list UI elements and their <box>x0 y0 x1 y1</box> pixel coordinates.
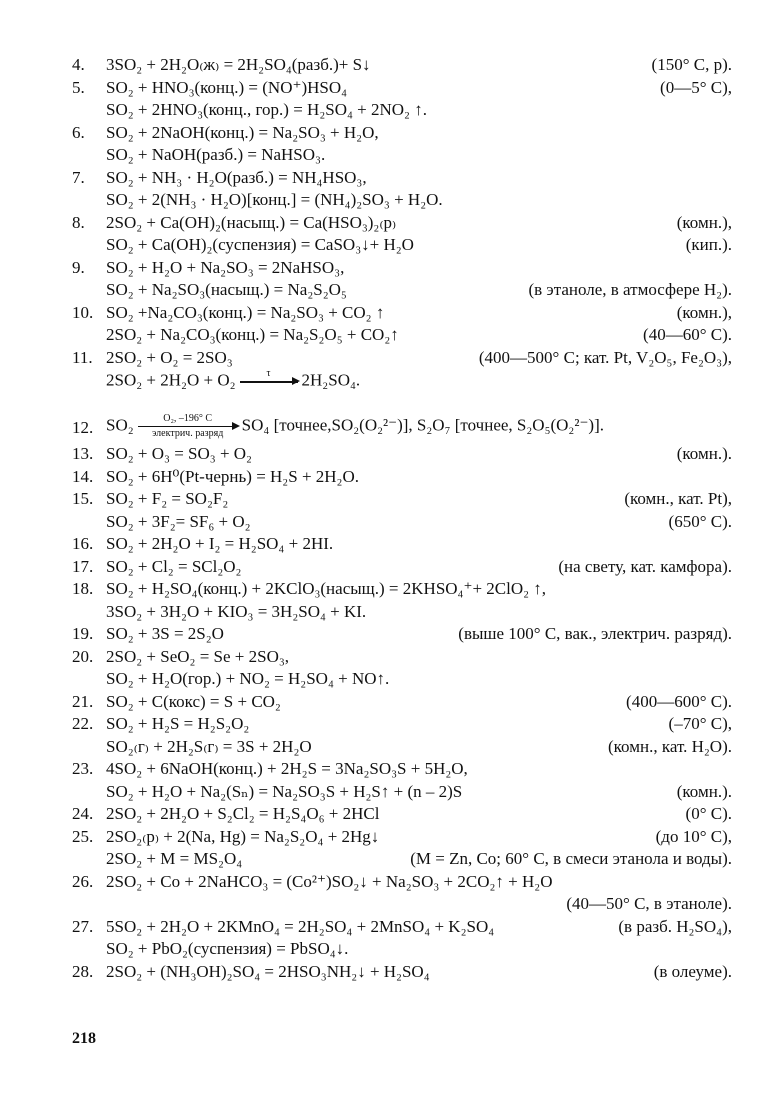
equation: 2SO₂ + SeO₂ = Se + 2SO₃, <box>106 646 290 666</box>
reaction-entry <box>72 443 732 466</box>
reaction-entry <box>72 212 732 257</box>
equation: 2SO₂ + 2H₂O + S₂Cl₂ = H₂S₄O₆ + 2HCl <box>106 804 380 823</box>
equation-line <box>72 189 732 212</box>
equation-line <box>72 466 732 489</box>
equation: 4SO₂ + 6NaOH(конц.) + 2H₂S = 3Na₂SO₃S + 5H₂O, <box>106 759 468 778</box>
reaction-conditions: (40—60° C). <box>643 325 732 344</box>
reaction-conditions: (до 10° C), <box>655 826 732 846</box>
reaction-conditions: (в этаноле, в атмосфере H₂). <box>528 280 732 299</box>
equation-line <box>72 871 732 894</box>
reaction-conditions: (комн.). <box>676 444 732 463</box>
equation-line <box>72 578 732 601</box>
reaction-conditions: (комн.). <box>676 781 732 801</box>
equation: 3SO₂ + 3H₂O + KIO₃ = 3H₂SO₄ + KI. <box>106 601 367 621</box>
equation-line <box>72 99 732 122</box>
arrow-condition-bottom: электрич. разряд <box>152 428 224 439</box>
entry-number: 22. <box>72 714 94 733</box>
arrow-spacer <box>267 385 270 395</box>
equation: SO₂ + 2H₂O + I₂ = H₂SO₄ + 2HI. <box>106 534 334 553</box>
equation: 2SO₂ + Na₂CO₃(конц.) = Na₂S₂O₅ + CO₂↑ <box>106 325 399 344</box>
entry-number: 13. <box>72 444 94 463</box>
reaction-entry <box>72 691 732 714</box>
entry-number: 27. <box>72 916 94 936</box>
reaction-entry <box>72 488 732 533</box>
equation-left: SO₂ <box>106 415 134 435</box>
equation: SO₂ + H₂O + Na₂(Sₙ) = Na₂SO₃S + H₂S↑ + (n – 2)S <box>106 781 463 801</box>
equation <box>106 414 732 440</box>
equation: 2SO₂ + (NH₃OH)₂SO₄ = 2HSO₃NH₂↓ + H₂SO₄ <box>106 961 430 981</box>
equation-right: SO₄ [точнее,SO₂(O₂²⁻)], S₂O₇ [точнее, S₂O₅(O₂²⁻)]. <box>241 415 605 435</box>
reaction-entry <box>72 826 732 871</box>
equation-line <box>72 646 732 669</box>
reaction-entry <box>72 347 732 404</box>
equation: SO₂ + C(кокс) = S + CO₂ <box>106 691 281 711</box>
equation-line <box>72 144 732 167</box>
equation-line <box>72 443 732 466</box>
equation-line <box>72 758 732 781</box>
equation: SO₂ + 2NaOH(конц.) = Na₂SO₃ + H₂O, <box>106 122 379 142</box>
equation: SO₂ + 3S = 2S₂O <box>106 624 224 643</box>
entry-number: 11. <box>72 347 93 367</box>
reaction-entry <box>72 758 732 803</box>
reaction-entry <box>72 466 732 489</box>
equation-line <box>72 488 732 511</box>
equation-line <box>72 803 732 826</box>
equation: SO₂ + H₂O(гор.) + NO₂ = H₂SO₄ + NO↑. <box>106 669 390 688</box>
equation-line <box>72 916 732 939</box>
reaction-entry <box>72 578 732 623</box>
equation: SO₂ + Cl₂ = SCl₂O₂ <box>106 556 242 576</box>
equation: 2SO₂ + Ca(OH)₂(насыщ.) = Ca(HSO₃)₂₍р₎ <box>106 212 397 232</box>
equation-line <box>72 234 732 257</box>
equation-line <box>72 848 732 871</box>
reaction-conditions: (комн., кат. H₂O). <box>608 736 732 756</box>
reaction-entry <box>72 623 732 646</box>
reaction-conditions: (в олеуме). <box>653 961 732 981</box>
entry-number: 23. <box>72 759 94 778</box>
equation-line <box>72 403 732 443</box>
equation-line <box>72 893 732 916</box>
arrow-condition-top: τ <box>266 369 271 379</box>
equation-line <box>72 324 732 347</box>
reaction-entry <box>72 257 732 302</box>
reaction-entry <box>72 167 732 212</box>
equation: 2SO₂ + O₂ = 2SO₃ <box>106 347 233 367</box>
equation: 2SO₂ + Co + 2NaHCO₃ = (Co²⁺)SO₂↓ + Na₂SO₃ + 2CO₂↑ + H₂O <box>106 871 553 891</box>
entry-number: 17. <box>72 556 94 576</box>
equation: 5SO₂ + 2H₂O + 2KMnO₄ = 2H₂SO₄ + 2MnSO₄ + K₂SO₄ <box>106 916 495 936</box>
equation: SO₂ + PbO₂(суспензия) = PbSO₄↓. <box>106 939 349 958</box>
reaction-conditions: (–70° C), <box>668 714 732 733</box>
entry-number: 6. <box>72 122 85 142</box>
entry-number: 28. <box>72 961 94 981</box>
equation-line <box>72 961 732 984</box>
reaction-conditions: (400—600° C). <box>626 691 732 711</box>
equation: SO₂ + 2(NH₃ · H₂O)[конц.] = (NH₄)₂SO₃ + H₂O. <box>106 190 443 209</box>
equation-line <box>72 781 732 804</box>
equation: SO₂ + F₂ = SO₂F₂ <box>106 489 229 508</box>
reaction-conditions: (на свету, кат. камфора). <box>558 556 732 576</box>
equation-line <box>72 623 732 646</box>
equation: SO₂ + 3F₂= SF₆ + O₂ <box>106 511 251 531</box>
reaction-entry <box>72 803 732 826</box>
reaction-entry <box>72 556 732 579</box>
entry-number: 18. <box>72 579 94 598</box>
equation: SO₂ + NH₃ · H₂O(разб.) = NH₄HSO₃, <box>106 167 367 187</box>
reaction-entry <box>72 713 732 758</box>
entry-number: 4. <box>72 55 85 74</box>
equation-line <box>72 212 732 235</box>
entry-number: 12. <box>72 417 94 437</box>
equation-line <box>72 713 732 736</box>
reaction-entry <box>72 646 732 691</box>
reaction-conditions: (40—50° C, в этаноле). <box>566 894 732 913</box>
reaction-entry <box>72 54 732 77</box>
equation-line <box>72 533 732 556</box>
entry-number: 14. <box>72 466 94 486</box>
equation <box>106 369 732 395</box>
equation: SO₂ + 6H⁰(Pt-чернь) = H₂S + 2H₂O. <box>106 466 360 486</box>
equation-line <box>72 556 732 579</box>
equation: SO₂ + HNO₃(конц.) = (NO⁺)HSO₄ <box>106 77 348 97</box>
reactions-list <box>72 54 732 983</box>
reaction-entry <box>72 403 732 443</box>
reaction-conditions: (0—5° C), <box>660 77 732 97</box>
equation-line <box>72 347 732 370</box>
entry-number: 26. <box>72 871 94 891</box>
equation-line <box>72 302 732 325</box>
equation-line <box>72 691 732 714</box>
entry-number: 24. <box>72 804 94 823</box>
equation-line <box>72 938 732 961</box>
reaction-conditions: (400—500° C; кат. Pt, V₂O₅, Fe₂O₃), <box>478 347 732 367</box>
reaction-entry <box>72 871 732 916</box>
reaction-conditions: (0° C). <box>685 804 732 823</box>
equation-line <box>72 122 732 145</box>
equation: SO₂ +Na₂CO₃(конц.) = Na₂SO₃ + CO₂ ↑ <box>106 302 385 322</box>
equation-line <box>72 601 732 624</box>
reaction-conditions: (комн.), <box>676 212 732 232</box>
arrow-line <box>240 381 298 383</box>
entry-number: 10. <box>72 302 94 322</box>
entry-number: 21. <box>72 691 94 711</box>
reaction-entry <box>72 533 732 556</box>
reaction-entry <box>72 122 732 167</box>
equation-right: 2H₂SO₄. <box>301 370 361 390</box>
equation-line <box>72 736 732 759</box>
equation: SO₂ + Ca(OH)₂(суспензия) = CaSO₃↓+ H₂O <box>106 235 414 254</box>
equation: SO₂ + H₂S = H₂S₂O₂ <box>106 714 250 733</box>
reaction-arrow <box>138 414 238 440</box>
reaction-conditions: (выше 100° C, вак., электрич. разряд). <box>458 624 732 643</box>
equation: SO₂ + NaOH(разб.) = NaHSO₃. <box>106 145 326 164</box>
reaction-entry <box>72 302 732 347</box>
arrow-condition-top: O₂, –196° C <box>163 413 213 424</box>
reaction-conditions: (650° C). <box>668 511 732 531</box>
equation: 3SO₂ + 2H₂O₍ж₎ = 2H₂SO₄(разб.)+ S↓ <box>106 55 371 74</box>
reaction-entry <box>72 961 732 984</box>
arrow-line <box>138 426 238 428</box>
equation: SO₂ + Na₂SO₃(насыщ.) = Na₂S₂O₅ <box>106 280 347 299</box>
reaction-conditions: (в разб. H₂SO₄), <box>618 916 732 936</box>
entry-number: 19. <box>72 624 94 643</box>
equation-line <box>72 257 732 280</box>
reaction-conditions: (кип.). <box>685 235 732 254</box>
equation-line <box>72 77 732 100</box>
equation: 2SO₂ + M = MS₂O₄ <box>106 849 243 868</box>
reaction-entry <box>72 77 732 122</box>
entry-number: 9. <box>72 257 85 277</box>
reaction-conditions: (150° C, p). <box>651 55 732 74</box>
entry-number: 5. <box>72 77 85 97</box>
reaction-arrow <box>240 369 298 395</box>
entry-number: 20. <box>72 646 94 666</box>
equation-line <box>72 167 732 190</box>
entry-number: 8. <box>72 212 85 232</box>
equation: SO₂ + 2HNO₃(конц., гор.) = H₂SO₄ + 2NO₂ ↑. <box>106 100 427 119</box>
equation: SO₂ + H₂SO₄(конц.) + 2KClO₃(насыщ.) = 2KHSO₄⁺+ 2ClO₂ ↑, <box>106 579 547 598</box>
entry-number: 16. <box>72 534 94 553</box>
equation-left: 2SO₂ + 2H₂O + O₂ <box>106 370 236 390</box>
reaction-conditions: (комн.), <box>676 302 732 322</box>
equation-line <box>72 369 732 403</box>
equation: SO₂ + O₃ = SO₃ + O₂ <box>106 444 252 463</box>
entry-number: 15. <box>72 489 94 508</box>
reaction-conditions: (комн., кат. Pt), <box>624 489 732 508</box>
equation-line <box>72 279 732 302</box>
equation-line <box>72 511 732 534</box>
equation: SO₂ + H₂O + Na₂SO₃ = 2NaHSO₃, <box>106 257 345 277</box>
page-number: 218 <box>72 1030 96 1047</box>
reaction-entry <box>72 916 732 961</box>
equation: 2SO₂₍р₎ + 2(Na, Hg) = Na₂S₂O₄ + 2Hg↓ <box>106 826 380 846</box>
entry-number: 25. <box>72 826 94 846</box>
equation-line <box>72 826 732 849</box>
equation: SO₂₍г₎ + 2H₂S₍г₎ = 3S + 2H₂O <box>106 736 312 756</box>
equation-line <box>72 54 732 77</box>
entry-number: 7. <box>72 167 85 187</box>
equation-line <box>72 668 732 691</box>
reaction-conditions: (M = Zn, Co; 60° C, в смеси этанола и воды). <box>410 849 732 868</box>
